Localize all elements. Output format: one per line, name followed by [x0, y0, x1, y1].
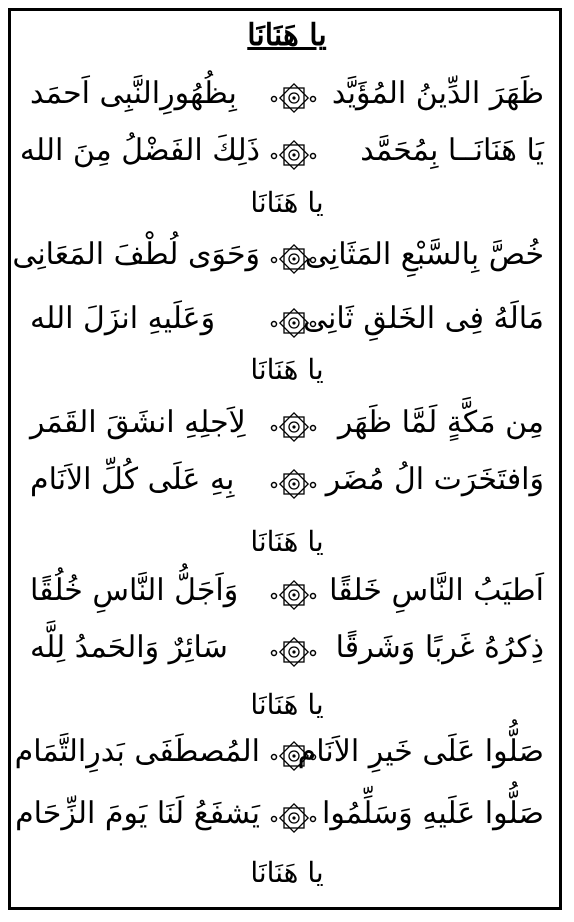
refrain: يا هَنَانَا	[250, 186, 324, 219]
diamond-ornament-icon	[266, 798, 320, 838]
second-hemistich: بِظُهُورِالنَّبِى اَحمَد	[30, 76, 237, 111]
second-hemistich: سَائِرٌ وَالحَمدُ لِلَّه	[30, 630, 228, 665]
couplet-line	[15, 796, 544, 844]
diamond-ornament-icon	[266, 575, 320, 615]
first-hemistich: وَافتَخَرَت الُ مُضَر	[325, 462, 544, 497]
second-hemistich: وَاَجَلُّ النَّاسِ خُلُقًا	[30, 573, 239, 608]
diamond-ornament-icon	[266, 135, 320, 175]
second-hemistich: بِهِ عَلَى كُلِّ الاَنَام	[30, 462, 235, 497]
diamond-ornament-icon	[266, 632, 320, 672]
second-hemistich: المُصطَفَى بَدرِالتَّمَام	[14, 734, 260, 769]
first-hemistich: يَا هَنَانَــا بِمُحَمَّد	[360, 133, 544, 168]
first-hemistich: صَلُّوا عَلَيهِ وَسَلِّمُوا	[321, 796, 544, 831]
couplet-line	[30, 405, 544, 453]
diamond-ornament-icon	[266, 407, 320, 447]
couplet-line	[30, 462, 544, 510]
refrain: يا هَنَانَا	[250, 353, 324, 386]
couplet-line	[19, 133, 544, 181]
first-hemistich: اَطيَبُ النَّاسِ خَلقًا	[329, 573, 544, 608]
first-hemistich: مَالَهُ فِى الخَلقِ ثَانِى	[302, 301, 544, 336]
couplet-line	[14, 734, 544, 782]
second-hemistich: وَعَلَيهِ انزَلَ الله	[30, 301, 216, 336]
second-hemistich: ذَلِكَ الفَضْلُ مِنَ الله	[19, 133, 260, 168]
diamond-ornament-icon	[266, 464, 320, 504]
couplet-line	[30, 573, 544, 621]
diamond-ornament-icon	[266, 736, 320, 776]
first-hemistich: ذِكرُهُ غَربًا وَشَرقًا	[335, 630, 544, 665]
couplet-line	[12, 237, 544, 285]
second-hemistich: لِاَجلِهِ انشَقَ القَمَر	[30, 405, 246, 440]
diamond-ornament-icon	[266, 239, 320, 279]
diamond-ornament-icon	[266, 303, 320, 343]
couplet-line	[30, 301, 544, 349]
couplet-line	[30, 76, 544, 124]
refrain: يا هَنَانَا	[250, 525, 324, 558]
couplet-line	[30, 630, 544, 678]
first-hemistich: صَلُّوا عَلَى خَيرِ الاَنَام	[297, 734, 544, 769]
refrain: يا هَنَانَا	[250, 856, 324, 889]
diamond-ornament-icon	[266, 78, 320, 118]
second-hemistich: يَشفَعُ لَنَا يَومَ الزِّحَام	[15, 796, 260, 831]
first-hemistich: ظَهَرَ الدِّينُ المُؤَيَّد	[331, 76, 544, 111]
refrain: يا هَنَانَا	[250, 688, 324, 721]
first-hemistich: خُصَّ بِالسَّبْعِ المَثَانِى	[304, 237, 544, 272]
second-hemistich: وَحَوَى لُطْفَ المَعَانِى	[12, 237, 260, 272]
first-hemistich: مِن مَكَّةٍ لَمَّا ظَهَر	[337, 405, 544, 440]
page-title: يا هَنَانَا	[247, 18, 327, 53]
